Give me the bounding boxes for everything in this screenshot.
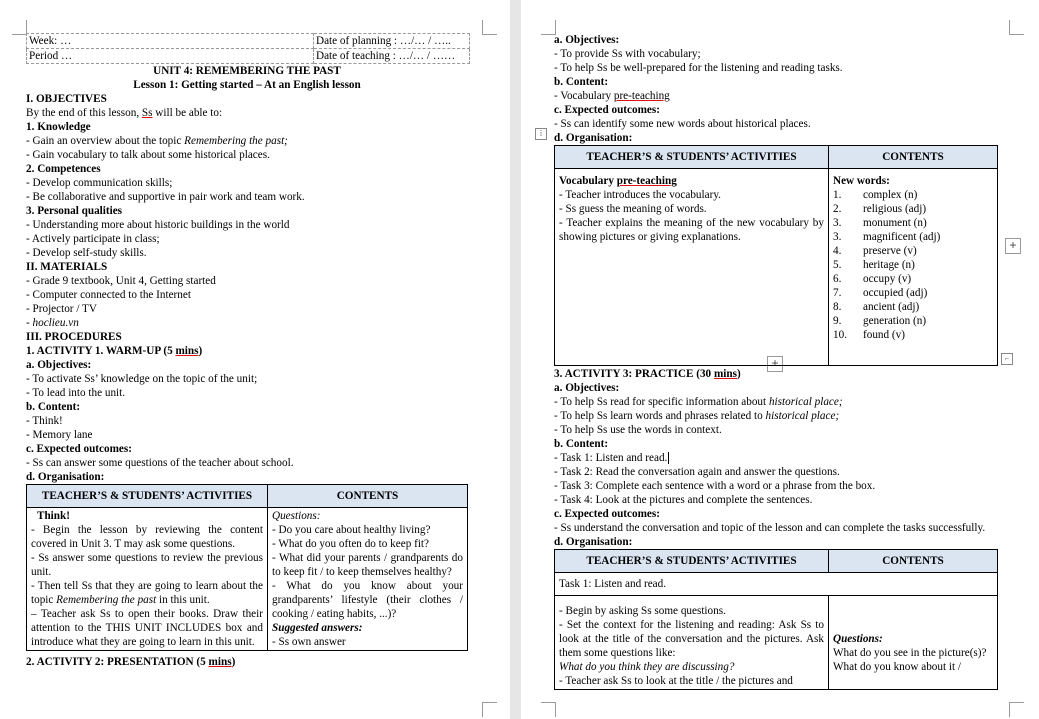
a3-item-1 xyxy=(554,395,998,409)
text-cursor xyxy=(668,452,669,464)
materials-heading: II. MATERIALS xyxy=(26,261,108,273)
question-item: What do you know about it / xyxy=(833,661,962,673)
b3-item-2: - Task 2: Read the conversation again and answer the questions. xyxy=(554,466,840,478)
list-item-number: 8. xyxy=(833,301,842,313)
table-header-activities: TEACHER’S & STUDENTS’ ACTIVITIES xyxy=(555,146,829,169)
table-header-activities: TEACHER’S & STUDENTS’ ACTIVITIES xyxy=(27,485,268,508)
text-run: - Then tell Ss that they are going to learn about the topic xyxy=(31,580,263,606)
text-run: ) xyxy=(198,345,203,357)
contents-cell[interactable] xyxy=(829,169,998,366)
lesson-title: Lesson 1: Getting started – At an English lesson xyxy=(133,79,361,91)
list-item-number: 1. xyxy=(833,189,842,201)
contents-cell[interactable] xyxy=(268,508,468,651)
list-item xyxy=(833,286,993,300)
materials-item-3: - Projector / TV xyxy=(26,303,97,315)
new-words-list xyxy=(833,188,993,342)
text-run: 3. ACTIVITY 3: PRACTICE (30 xyxy=(554,368,714,380)
text-run: ) xyxy=(736,368,741,380)
objectives-intro xyxy=(26,106,468,120)
a-objectives-heading: a. Objectives: xyxy=(554,34,620,46)
list-item-word: magnificent (adj) xyxy=(863,231,941,243)
page-corner-mark xyxy=(12,20,27,35)
activity-step: - Set the context for the listening and reading: Ask Ss to look at the title of the conversation and the pictures. Ask them some questions like: xyxy=(559,619,824,659)
topic-italic: Remembering the past xyxy=(56,594,157,606)
objectives-heading: I. OBJECTIVES xyxy=(26,93,107,105)
qualities-item-1: - Understanding more about historic buildings in the world xyxy=(26,219,290,231)
table-header-contents: CONTENTS xyxy=(829,146,998,169)
c3-item-1: - Ss understand the conversation and topic of the lesson and can complete the tasks successfully. xyxy=(554,522,986,534)
text-run: - Vocabulary xyxy=(554,90,614,102)
text-run: - To help Ss read for specific information about xyxy=(554,396,769,408)
activities-cell[interactable] xyxy=(27,508,268,651)
table-header-contents: CONTENTS xyxy=(829,550,998,573)
a-objectives-item-1: - To activate Ss’ knowledge on the topic of the unit; xyxy=(26,373,258,385)
b-content-item-2: - Memory lane xyxy=(26,429,93,441)
text-run: Vocabulary xyxy=(559,175,617,187)
list-item-number: 4. xyxy=(833,245,842,257)
knowledge-item-1 xyxy=(26,134,468,148)
b-content-heading: b. Content: xyxy=(554,438,609,450)
text-run: 2. ACTIVITY 2: PRESENTATION (5 xyxy=(26,656,209,668)
list-item-number: 6. xyxy=(833,273,842,285)
c-expected-item-1: - Ss can answer some questions of the teacher about school. xyxy=(26,457,294,469)
question-item: - Do you care about healthy living? xyxy=(272,524,431,536)
c-expected-item-1: - Ss can identify some new words about historical places. xyxy=(554,118,811,130)
contents-cell[interactable] xyxy=(829,596,998,690)
topic-italic: historical place; xyxy=(765,410,840,422)
b3-item-4: - Task 4: Look at the pictures and complete the sentences. xyxy=(554,494,813,506)
knowledge-heading: 1. Knowledge xyxy=(26,121,91,133)
table-move-handle-icon[interactable]: ⁞ xyxy=(535,128,547,140)
activities-cell[interactable] xyxy=(555,169,829,366)
list-item xyxy=(833,328,993,342)
spellcheck-word: pre-teaching xyxy=(613,90,670,102)
a-objectives-item-2: - To lead into the unit. xyxy=(26,387,126,399)
topic-italic: historical place; xyxy=(768,396,843,408)
list-item-word: preserve (v) xyxy=(863,245,917,257)
page-corner-mark xyxy=(482,20,497,35)
practice-table xyxy=(554,549,998,690)
page-2-body xyxy=(554,33,998,690)
list-item-word: occupy (v) xyxy=(863,273,912,285)
date-planning-cell: Date of planning : …/… / ….. xyxy=(314,34,470,49)
c-expected-heading: c. Expected outcomes: xyxy=(26,443,132,455)
vocabulary-table xyxy=(554,145,998,366)
task-row[interactable]: Task 1: Listen and read. xyxy=(555,573,998,596)
header-table xyxy=(26,33,470,64)
list-item xyxy=(833,202,993,216)
document-page-1 xyxy=(0,0,510,719)
list-item-word: found (v) xyxy=(863,329,905,341)
answer-item: - Ss own answer xyxy=(272,636,346,648)
activity-step: – Teacher ask Ss to open their books. Draw their attention to the THIS UNIT INCLUDES box and introduce what they are going to learn in this unit. xyxy=(31,608,263,648)
activity-step: - Teacher introduces the vocabulary. xyxy=(559,189,721,201)
question-item: - What do you often do to keep fit? xyxy=(272,538,429,550)
text-run: - Task 1: Listen and read. xyxy=(554,452,668,464)
new-words-heading: New words: xyxy=(833,175,890,187)
activity-3-heading xyxy=(554,367,998,381)
competences-item-1: - Develop communication skills; xyxy=(26,177,173,189)
list-item xyxy=(833,258,993,272)
unit-title: UNIT 4: REMEMBERING THE PAST xyxy=(153,65,341,77)
table-header-contents: CONTENTS xyxy=(268,485,468,508)
activity-step: - Teacher explains the meaning of the new vocabulary by showing pictures or giving explanations. xyxy=(559,217,824,243)
list-item-number: 3. xyxy=(833,231,842,243)
date-teaching-cell: Date of teaching : …/… / …… xyxy=(314,49,470,64)
activity-step: - Ss guess the meaning of words. xyxy=(559,203,707,215)
materials-item-4: - hoclieu.vn xyxy=(26,317,79,329)
a3-item-2 xyxy=(554,409,998,423)
a3-item-3: - To help Ss use the words in context. xyxy=(554,424,722,436)
c-expected-heading: c. Expected outcomes: xyxy=(554,508,660,520)
document-page-2 xyxy=(521,0,1039,719)
list-item-number: 7. xyxy=(833,287,842,299)
list-item xyxy=(833,314,993,328)
list-item-number: 3. xyxy=(833,217,842,229)
b-content-heading: b. Content: xyxy=(26,401,81,413)
d-organisation-heading: d. Organisation: xyxy=(26,471,105,483)
materials-item-2: - Computer connected to the Internet xyxy=(26,289,191,301)
list-item xyxy=(833,216,993,230)
b3-item-3: - Task 3: Complete each sentence with a word or a phrase from the box. xyxy=(554,480,876,492)
list-item-word: heritage (n) xyxy=(863,259,915,271)
text-run: - To help Ss learn words and phrases related to xyxy=(554,410,766,422)
text-run: will be able to: xyxy=(152,107,223,119)
list-item-word: ancient (adj) xyxy=(863,301,920,313)
page-corner-mark xyxy=(1009,702,1024,717)
activity-2-heading xyxy=(26,655,468,669)
procedures-heading: III. PROCEDURES xyxy=(26,331,122,343)
spellcheck-word: mins xyxy=(208,656,232,668)
a-objectives-item-1: - To provide Ss with vocabulary; xyxy=(554,48,701,60)
materials-item-1: - Grade 9 textbook, Unit 4, Getting started xyxy=(26,275,216,287)
spellcheck-word: pre-teaching xyxy=(616,175,677,187)
table-header-activities: TEACHER’S & STUDENTS’ ACTIVITIES xyxy=(555,550,829,573)
add-column-icon[interactable]: + xyxy=(1005,238,1021,254)
b-content-item-1: - Think! xyxy=(26,415,63,427)
spellcheck-word: mins xyxy=(713,368,737,380)
table-row xyxy=(555,169,998,366)
activity-step: - Ss answer some questions to review the previous unit. xyxy=(31,552,263,578)
list-item-number: 5. xyxy=(833,259,842,271)
b-content-item-1 xyxy=(554,89,998,103)
text-run: in this unit. xyxy=(156,594,210,606)
activity-step xyxy=(31,579,263,607)
c-expected-heading: c. Expected outcomes: xyxy=(554,104,660,116)
table-row xyxy=(27,508,468,651)
questions-label: Questions: xyxy=(833,633,883,645)
question-item: What do you see in the picture(s)? xyxy=(833,647,987,659)
think-title: Think! xyxy=(37,510,70,522)
table-row xyxy=(555,573,998,596)
topic-italic: Remembering the past; xyxy=(184,135,288,147)
d-organisation-heading: d. Organisation: xyxy=(554,536,633,548)
list-item-word: complex (n) xyxy=(863,189,918,201)
competences-item-2: - Be collaborative and supportive in pair work and team work. xyxy=(26,191,305,203)
vocab-title xyxy=(559,174,824,188)
text-run: - Gain an overview about the topic xyxy=(26,135,185,147)
list-item-number: 2. xyxy=(833,203,842,215)
table-row xyxy=(555,596,998,690)
d-organisation-heading: d. Organisation: xyxy=(554,132,633,144)
b-content-heading: b. Content: xyxy=(554,76,609,88)
text-run: ) xyxy=(231,656,236,668)
list-item xyxy=(833,230,993,244)
list-item xyxy=(833,272,993,286)
page-corner-mark xyxy=(1009,20,1024,35)
list-item-word: generation (n) xyxy=(863,315,927,327)
question-item: - What do you know about your grandparents’ lifestyle (their clothes / cooking / eating habits, ...)? xyxy=(272,580,463,620)
text-run: By the end of this lesson, xyxy=(26,107,142,119)
page-corner-mark xyxy=(482,702,497,717)
list-item-number: 9. xyxy=(833,315,842,327)
activity-step: - Begin the lesson by reviewing the content covered in Unit 3. T may ask some questions. xyxy=(31,524,263,550)
activity-1-table xyxy=(26,484,468,651)
spellcheck-word: mins xyxy=(175,345,199,357)
competences-heading: 2. Competences xyxy=(26,163,101,175)
week-cell: Week: … xyxy=(27,34,314,49)
list-item-word: monument (n) xyxy=(863,217,927,229)
spellcheck-word: Ss xyxy=(141,107,153,119)
activity-step: - Begin by asking Ss some questions. xyxy=(559,605,726,617)
question-item: - What did your parents / grandparents do to keep fit / to keep themselves healthy? xyxy=(272,552,463,578)
text-run: 1. ACTIVITY 1. WARM-UP (5 xyxy=(26,345,176,357)
qualities-heading: 3. Personal qualities xyxy=(26,205,123,217)
page-1-body xyxy=(26,33,468,669)
list-item-word: occupied (adj) xyxy=(863,287,928,299)
list-item-word: religious (adj) xyxy=(863,203,927,215)
list-item xyxy=(833,244,993,258)
qualities-item-3: - Develop self-study skills. xyxy=(26,247,147,259)
questions-label: Questions: xyxy=(272,510,321,522)
list-item-number: 10. xyxy=(833,329,847,341)
qualities-item-2: - Actively participate in class; xyxy=(26,233,160,245)
list-item xyxy=(833,300,993,314)
page-corner-mark xyxy=(541,702,556,717)
activity-step: What do you think they are discussing? xyxy=(559,661,735,673)
list-item xyxy=(833,188,993,202)
activity-1-heading xyxy=(26,344,468,358)
knowledge-item-2: - Gain vocabulary to talk about some historical places. xyxy=(26,149,270,161)
period-cell: Period … xyxy=(27,49,314,64)
suggested-answers-label: Suggested answers: xyxy=(272,622,363,634)
a-objectives-heading: a. Objectives: xyxy=(554,382,620,394)
b3-item-1 xyxy=(554,451,998,465)
activity-step: - Teacher ask Ss to look at the title / the pictures and xyxy=(559,675,793,687)
activities-cell[interactable] xyxy=(555,596,829,690)
a-objectives-item-2: - To help Ss be well-prepared for the listening and reading tasks. xyxy=(554,62,843,74)
table-resize-handle-icon[interactable]: ⌐ xyxy=(1001,353,1013,365)
add-row-icon[interactable]: + xyxy=(767,356,783,372)
a-objectives-heading: a. Objectives: xyxy=(26,359,92,371)
